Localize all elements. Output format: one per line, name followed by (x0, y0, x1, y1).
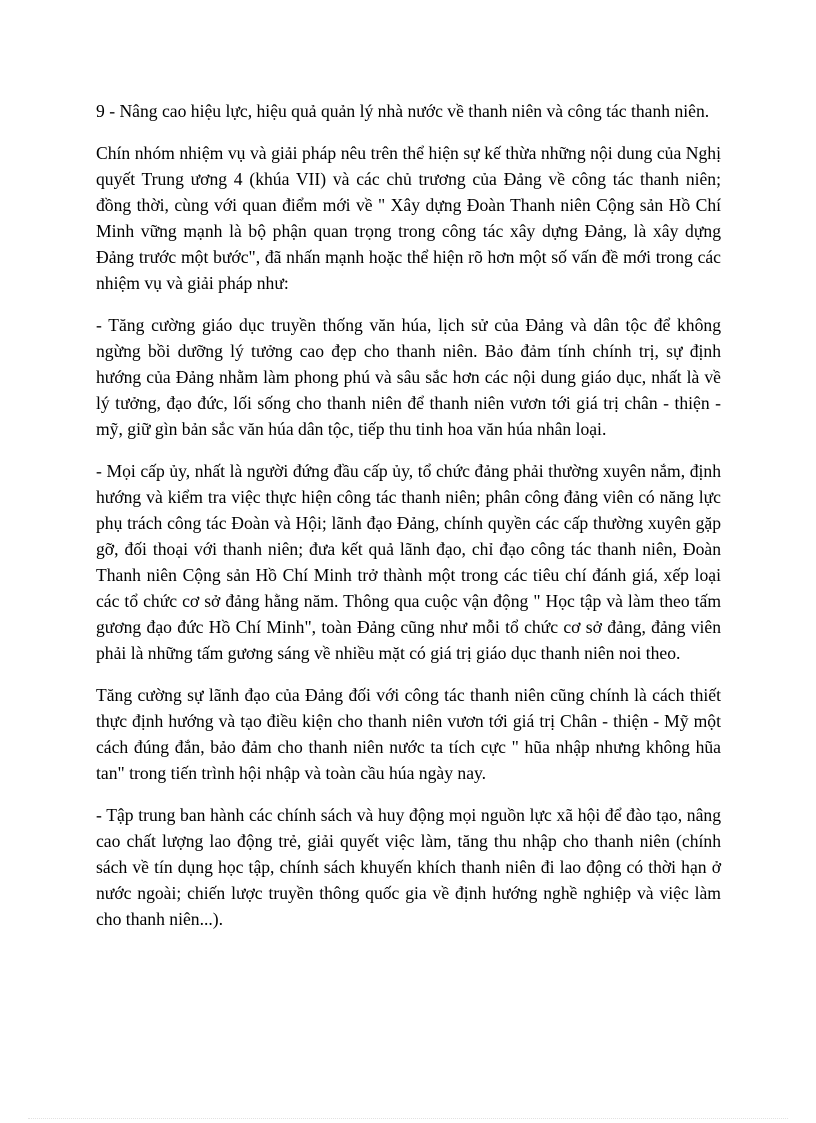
document-body (96, 98, 721, 948)
paragraph-party-committees: - Mọi cấp ủy, nhất là người đứng đầu cấp ủy, tổ chức đảng phải thường xuyên nắm, định hướng và kiểm tra việc thực hiện công tác thanh niên; phân công đảng viên có năng lực phụ trách công tác Đoàn và Hội; lãnh đạo Đảng, chính quyền các cấp thường xuyên gặp gỡ, đối thoại với thanh niên; đưa kết quả lãnh đạo, chỉ đạo công tác thanh niên, Đoàn Thanh niên Cộng sản Hồ Chí Minh trở thành một trong các tiêu chí đánh giá, xếp loại các tổ chức cơ sở đảng hằng năm. Thông qua cuộc vận động " Học tập và làm theo tấm gương đạo đức Hồ Chí Minh", toàn Đảng cũng như mỗi tổ chức cơ sở đảng, đảng viên phải là những tấm gương sáng về nhiều mặt có giá trị giáo dục thanh niên noi theo. (96, 461, 721, 663)
paragraph-education: - Tăng cường giáo dục truyền thống văn húa, lịch sử của Đảng và dân tộc để không ngừng bồi dưỡng lý tưởng cao đẹp cho thanh niên. Bảo đảm tính chính trị, sự định hướng của Đảng nhằm làm phong phú và sâu sắc hơn các nội dung giáo dục, nhất là về lý tưởng, đạo đức, lối sống cho thanh niên để thanh niên vươn tới giá trị chân - thiện - mỹ, giữ gìn bản sắc văn húa dân tộc, tiếp thu tinh hoa văn húa nhân loại. (96, 315, 721, 439)
paragraph-leadership: Tăng cường sự lãnh đạo của Đảng đối với công tác thanh niên cũng chính là cách thiết thực định hướng và tạo điều kiện cho thanh niên vươn tới giá trị Chân - thiện - Mỹ một cách đúng đắn, bảo đảm cho thanh niên nước ta tích cực " hũa nhập nhưng không hũa tan" trong tiến trình hội nhập và toàn cầu húa ngày nay. (96, 685, 721, 783)
paragraph-policies: - Tập trung ban hành các chính sách và huy động mọi nguồn lực xã hội để đào tạo, nâng cao chất lượng lao động trẻ, giải quyết việc làm, tăng thu nhập cho thanh niên (chính sách về tín dụng học tập, chính sách khuyến khích thanh niên đi lao động có thời hạn ở nước ngoài; chiến lược truyền thông quốc gia về định hướng nghề nghiệp và việc làm cho thanh niên...). (96, 805, 721, 929)
page-bottom-rule (28, 1118, 788, 1119)
paragraph-nine-groups: Chín nhóm nhiệm vụ và giải pháp nêu trên thể hiện sự kế thừa những nội dung của Nghị quyết Trung ương 4 (khúa VII) và các chủ trương của Đảng về công tác thanh niên; đồng thời, cùng với quan điểm mới về " Xây dựng Đoàn Thanh niên Cộng sản Hồ Chí Minh vững mạnh là bộ phận quan trọng trong công tác xây dựng Đảng, là xây dựng Đảng trước một bước", đã nhấn mạnh hoặc thể hiện rõ hơn một số vấn đề mới trong các nhiệm vụ và giải pháp như: (96, 143, 721, 293)
paragraph-item-9: 9 - Nâng cao hiệu lực, hiệu quả quản lý nhà nước về thanh niên và công tác thanh niên. (96, 101, 710, 121)
